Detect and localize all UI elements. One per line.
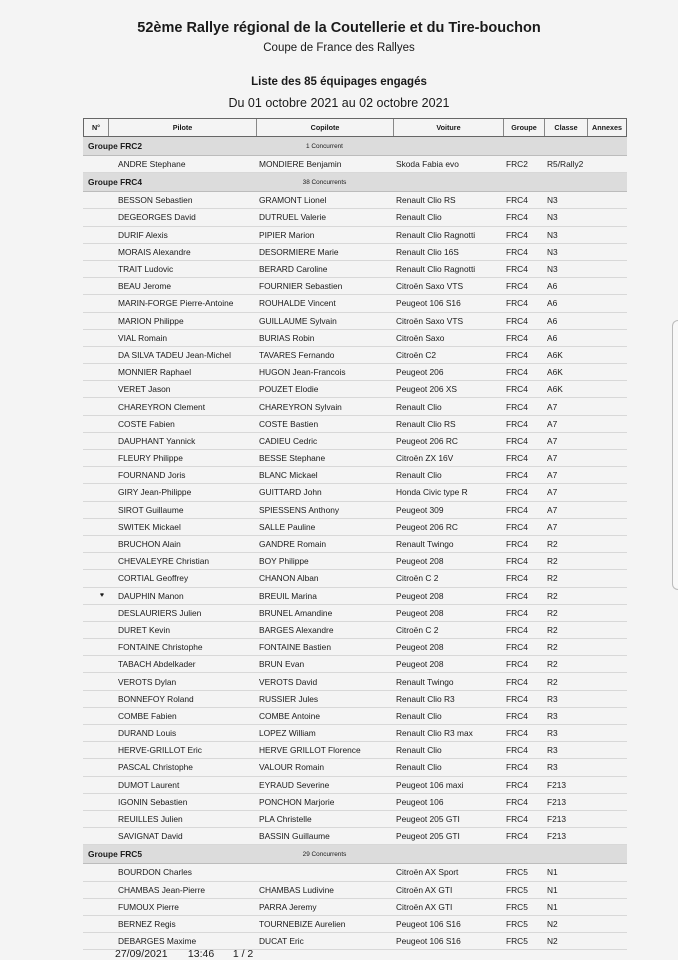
cell-voiture: Renault Clio Ragnotti — [396, 229, 476, 240]
cell-pilote: FUMOUX Pierre — [118, 901, 179, 912]
table-row — [83, 828, 627, 845]
table-row — [83, 484, 627, 501]
cell-pilote: TABACH Abdelkader — [118, 659, 196, 670]
cell-groupe: FRC4 — [506, 556, 528, 567]
cell-copilote: DESORMIERE Marie — [259, 246, 339, 257]
cell-groupe: FRC4 — [506, 332, 528, 343]
cell-copilote: BREUIL Marina — [259, 590, 317, 601]
cell-classe: A7 — [547, 504, 558, 515]
cell-groupe: FRC4 — [506, 195, 528, 206]
table-row — [83, 450, 627, 467]
table-row — [83, 313, 627, 330]
cell-classe: N1 — [547, 867, 558, 878]
cell-pilote: DURIF Alexis — [118, 229, 168, 240]
cell-classe: R3 — [547, 693, 558, 704]
cell-pilote: GIRY Jean-Philippe — [118, 487, 192, 498]
table-row — [83, 742, 627, 759]
table-row — [83, 536, 627, 553]
cell-copilote: BLANC Mickael — [259, 470, 318, 481]
cell-voiture: Citroën C2 — [396, 349, 437, 360]
cell-copilote: BERARD Caroline — [259, 264, 328, 275]
group-header — [83, 173, 627, 192]
cell-pilote: SAVIGNAT David — [118, 831, 183, 842]
cell-pilote: DAUPHIN Manon — [118, 590, 184, 601]
cell-voiture: Renault Clio R3 max — [396, 728, 473, 739]
cell-groupe: FRC4 — [506, 728, 528, 739]
table-row — [83, 570, 627, 587]
cell-voiture: Citroën AX Sport — [396, 867, 459, 878]
cell-groupe: FRC4 — [506, 762, 528, 773]
table-row — [83, 882, 627, 899]
table-row — [83, 673, 627, 690]
cell-voiture: Renault Clio R3 — [396, 693, 455, 704]
cell-pilote: VEROTS Dylan — [118, 676, 177, 687]
cell-pilote: BRUCHON Alain — [118, 539, 181, 550]
cell-classe: R3 — [547, 762, 558, 773]
entries-table — [83, 118, 627, 950]
cell-voiture: Peugeot 208 — [396, 642, 444, 653]
cell-voiture: Renault Twingo — [396, 676, 454, 687]
cell-groupe: FRC4 — [506, 693, 528, 704]
col-header-annexes: Annexes — [587, 119, 627, 136]
cell-voiture: Honda Civic type R — [396, 487, 468, 498]
cell-pilote: DEGEORGES David — [118, 212, 196, 223]
group-count: 1 Concurrent — [306, 142, 343, 150]
cell-classe: R2 — [547, 590, 558, 601]
cell-voiture: Renault Clio — [396, 745, 442, 756]
cell-copilote: VEROTS David — [259, 676, 318, 687]
cell-classe: A7 — [547, 487, 558, 498]
cell-copilote: VALOUR Romain — [259, 762, 325, 773]
page-number: 1 / 2 — [232, 948, 254, 960]
cell-voiture: Peugeot 106 maxi — [396, 779, 464, 790]
table-row — [83, 759, 627, 776]
cell-voiture: Renault Clio RS — [396, 418, 456, 429]
table-row — [83, 811, 627, 828]
cell-classe: R3 — [547, 745, 558, 756]
page-edge — [672, 320, 678, 590]
cell-voiture: Peugeot 206 RC — [396, 435, 458, 446]
cell-classe: N2 — [547, 918, 558, 929]
cell-groupe: FRC4 — [506, 573, 528, 584]
table-row — [83, 416, 627, 433]
cell-groupe: FRC4 — [506, 710, 528, 721]
cell-pilote: DEBARGES Maxime — [118, 936, 197, 947]
cell-classe: A7 — [547, 401, 558, 412]
cell-groupe: FRC4 — [506, 246, 528, 257]
cell-classe: A7 — [547, 470, 558, 481]
cell-classe: A6K — [547, 384, 563, 395]
cell-pilote: BONNEFOY Roland — [118, 693, 194, 704]
cell-groupe: FRC4 — [506, 298, 528, 309]
cell-voiture: Peugeot 106 — [396, 796, 444, 807]
cell-classe: R2 — [547, 556, 558, 567]
cell-classe: R2 — [547, 642, 558, 653]
table-row — [83, 916, 627, 933]
cell-voiture: Peugeot 106 S16 — [396, 298, 461, 309]
cell-copilote: GRAMONT Lionel — [259, 195, 327, 206]
cell-copilote: CADIEU Cedric — [259, 435, 318, 446]
cell-voiture: Citroën Saxo VTS — [396, 315, 464, 326]
cell-pilote: BERNEZ Regis — [118, 918, 176, 929]
cell-voiture: Peugeot 206 XS — [396, 384, 458, 395]
cell-voiture: Renault Clio — [396, 762, 442, 773]
cell-pilote: MARIN-FORGE Pierre-Antoine — [118, 298, 234, 309]
cell-classe: F213 — [547, 796, 567, 807]
group-count: 38 Concurrents — [302, 178, 347, 186]
event-dates: Du 01 octobre 2021 au 02 octobre 2021 — [228, 96, 450, 110]
cell-pilote: FONTAINE Christophe — [118, 642, 203, 653]
cell-pilote: BESSON Sebastien — [118, 195, 193, 206]
cell-groupe: FRC4 — [506, 453, 528, 464]
cell-groupe: FRC4 — [506, 779, 528, 790]
cell-copilote: CHANON Alban — [259, 573, 319, 584]
cell-pilote: DESLAURIERS Julien — [118, 607, 202, 618]
cell-classe: A6 — [547, 298, 558, 309]
cell-groupe: FRC4 — [506, 401, 528, 412]
table-row — [83, 553, 627, 570]
cell-pilote: VERET Jason — [118, 384, 171, 395]
table-row — [83, 261, 627, 278]
document-title: 52ème Rallye régional de la Coutellerie et du Tire-bouchon — [137, 20, 541, 36]
table-row — [83, 244, 627, 261]
cell-voiture: Peugeot 206 RC — [396, 521, 458, 532]
cell-groupe: FRC4 — [506, 814, 528, 825]
cell-classe: N3 — [547, 246, 558, 257]
cell-groupe: FRC5 — [506, 918, 528, 929]
table-row — [83, 691, 627, 708]
print-date: 27/09/2021 — [115, 948, 168, 960]
cell-groupe: FRC4 — [506, 831, 528, 842]
cell-copilote: DUTRUEL Valerie — [259, 212, 327, 223]
cell-voiture: Citroën AX GTI — [396, 884, 453, 895]
col-header-num: N° — [83, 119, 108, 136]
cell-pilote: FLEURY Philippe — [118, 453, 183, 464]
cell-groupe: FRC4 — [506, 590, 528, 601]
cell-classe: A7 — [547, 418, 558, 429]
cell-groupe: FRC5 — [506, 867, 528, 878]
cell-groupe: FRC4 — [506, 676, 528, 687]
cell-pilote: COSTE Fabien — [118, 418, 175, 429]
table-row — [83, 502, 627, 519]
cell-voiture: Peugeot 106 S16 — [396, 936, 461, 947]
table-row — [83, 519, 627, 536]
cell-classe: R3 — [547, 710, 558, 721]
cell-classe: A7 — [547, 521, 558, 532]
cell-voiture: Skoda Fabia evo — [396, 159, 459, 170]
cell-voiture: Renault Clio — [396, 710, 442, 721]
cell-pilote: CORTIAL Geoffrey — [118, 573, 189, 584]
cell-voiture: Peugeot 205 GTI — [396, 814, 460, 825]
cell-pilote: DURAND Louis — [118, 728, 177, 739]
cell-groupe: FRC5 — [506, 936, 528, 947]
cell-copilote: CHAREYRON Sylvain — [259, 401, 342, 412]
cell-copilote: HUGON Jean-Francois — [259, 367, 346, 378]
table-row — [83, 278, 627, 295]
cell-pilote: ANDRE Stephane — [118, 159, 186, 170]
cell-groupe: FRC4 — [506, 487, 528, 498]
cell-copilote: CHAMBAS Ludivine — [259, 884, 334, 895]
cell-copilote: SPIESSENS Anthony — [259, 504, 340, 515]
cell-copilote: BURIAS Robin — [259, 332, 315, 343]
cell-classe: R3 — [547, 728, 558, 739]
cell-groupe: FRC4 — [506, 745, 528, 756]
table-row — [83, 864, 627, 881]
cell-copilote: ROUHALDE Vincent — [259, 298, 336, 309]
table-row — [83, 398, 627, 415]
cell-groupe: FRC4 — [506, 607, 528, 618]
cell-voiture: Peugeot 208 — [396, 590, 444, 601]
cell-groupe: FRC4 — [506, 212, 528, 223]
cell-groupe: FRC4 — [506, 470, 528, 481]
cell-voiture: Citroën C 2 — [396, 624, 439, 635]
cell-pilote: CHAREYRON Clement — [118, 401, 206, 412]
table-row — [83, 364, 627, 381]
cell-copilote: COSTE Bastien — [259, 418, 319, 429]
cell-voiture: Peugeot 106 S16 — [396, 918, 461, 929]
table-row — [83, 588, 627, 605]
cell-pilote: DUMOT Laurent — [118, 779, 180, 790]
cell-classe: N1 — [547, 901, 558, 912]
cell-voiture: Renault Clio — [396, 401, 442, 412]
cell-groupe: FRC4 — [506, 315, 528, 326]
cell-voiture: Renault Clio — [396, 470, 442, 481]
cell-pilote: FOURNAND Joris — [118, 470, 186, 481]
cell-pilote: MARION Philippe — [118, 315, 184, 326]
cell-voiture: Renault Clio RS — [396, 195, 456, 206]
cell-pilote: SWITEK Mickael — [118, 521, 181, 532]
cell-pilote: COMBE Fabien — [118, 710, 177, 721]
cell-voiture: Renault Twingo — [396, 539, 454, 550]
cell-copilote: BASSIN Guillaume — [259, 831, 330, 842]
cell-copilote: MONDIERE Benjamin — [259, 159, 342, 170]
cell-pilote: MONNIER Raphael — [118, 367, 192, 378]
cell-groupe: FRC4 — [506, 435, 528, 446]
group-count: 29 Concurrents — [302, 850, 347, 858]
cell-classe: A6K — [547, 349, 563, 360]
cell-copilote: DUCAT Eric — [259, 936, 304, 947]
cell-classe: F213 — [547, 831, 567, 842]
col-header-pilote: Pilote — [108, 119, 256, 136]
cell-pilote: IGONIN Sebastien — [118, 796, 188, 807]
cell-copilote: BOY Philippe — [259, 556, 309, 567]
cell-voiture: Citroën ZX 16V — [396, 453, 454, 464]
cell-copilote: HERVE GRILLOT Florence — [259, 745, 361, 756]
cell-voiture: Peugeot 208 — [396, 556, 444, 567]
table-row — [83, 622, 627, 639]
table-row — [83, 381, 627, 398]
cell-voiture: Peugeot 208 — [396, 659, 444, 670]
cell-voiture: Citroën C 2 — [396, 573, 439, 584]
list-title: Liste des 85 équipages engagés — [251, 76, 427, 88]
cell-pilote: REUILLES Julien — [118, 814, 183, 825]
cell-voiture: Peugeot 206 — [396, 367, 444, 378]
cell-groupe: FRC4 — [506, 642, 528, 653]
cell-classe: N3 — [547, 195, 558, 206]
cell-classe: N3 — [547, 229, 558, 240]
cell-classe: R2 — [547, 573, 558, 584]
cell-copilote: FONTAINE Bastien — [259, 642, 331, 653]
cell-classe: N1 — [547, 884, 558, 895]
table-row — [83, 656, 627, 673]
table-row — [83, 347, 627, 364]
table-row — [83, 330, 627, 347]
cell-copilote: PIPIER Marion — [259, 229, 315, 240]
cell-classe: A6 — [547, 332, 558, 343]
cell-copilote: LOPEZ William — [259, 728, 316, 739]
document-subtitle: Coupe de France des Rallyes — [263, 42, 415, 54]
cell-voiture: Citroën Saxo VTS — [396, 281, 464, 292]
cell-pilote: BEAU Jerome — [118, 281, 172, 292]
group-header — [83, 137, 627, 156]
cell-copilote: PARRA Jeremy — [259, 901, 317, 912]
cell-groupe: FRC4 — [506, 384, 528, 395]
cell-classe: R5/Rally2 — [547, 159, 584, 170]
table-body — [83, 137, 627, 950]
table-row — [83, 725, 627, 742]
cell-copilote: GUITTARD John — [259, 487, 322, 498]
cell-groupe: FRC4 — [506, 281, 528, 292]
cell-classe: R2 — [547, 624, 558, 635]
cell-pilote: DAUPHANT Yannick — [118, 435, 196, 446]
page-footer — [115, 948, 253, 960]
cell-copilote: BRUNEL Amandine — [259, 607, 333, 618]
cell-copilote: BESSE Stephane — [259, 453, 326, 464]
group-name: Groupe FRC5 — [88, 849, 142, 860]
cell-copilote: RUSSIER Jules — [259, 693, 319, 704]
cell-classe: F213 — [547, 779, 567, 790]
cell-groupe: FRC5 — [506, 884, 528, 895]
table-row — [83, 639, 627, 656]
cell-classe: A6K — [547, 367, 563, 378]
cell-pilote: CHEVALEYRE Christian — [118, 556, 210, 567]
cell-classe: A7 — [547, 435, 558, 446]
table-row — [83, 295, 627, 312]
cell-pilote: SIROT Guillaume — [118, 504, 184, 515]
cell-copilote: PLA Christelle — [259, 814, 312, 825]
cell-pilote: VIAL Romain — [118, 332, 168, 343]
cell-copilote: TOURNEBIZE Aurelien — [259, 918, 346, 929]
cell-copilote: GUILLAUME Sylvain — [259, 315, 337, 326]
cell-classe: R2 — [547, 676, 558, 687]
cell-copilote: POUZET Elodie — [259, 384, 319, 395]
table-row — [83, 777, 627, 794]
group-name: Groupe FRC2 — [88, 141, 142, 151]
cell-groupe: FRC4 — [506, 349, 528, 360]
cell-groupe: FRC4 — [506, 539, 528, 550]
cell-voiture: Peugeot 208 — [396, 607, 444, 618]
cell-pilote: HERVE-GRILLOT Eric — [118, 745, 202, 756]
col-header-voiture: Voiture — [393, 119, 503, 136]
cell-groupe: FRC4 — [506, 624, 528, 635]
cell-copilote: GANDRE Romain — [259, 539, 327, 550]
group-name: Groupe FRC4 — [88, 177, 142, 188]
cell-pilote: MORAIS Alexandre — [118, 246, 191, 257]
cell-groupe: FRC2 — [506, 159, 528, 170]
group-header — [83, 845, 627, 864]
cell-groupe: FRC4 — [506, 796, 528, 807]
cell-pilote: DA SILVA TADEU Jean-Michel — [118, 349, 231, 360]
table-row — [83, 708, 627, 725]
cell-pilote: BOURDON Charles — [118, 867, 192, 878]
cell-pilote: DURET Kevin — [118, 624, 170, 635]
cell-pilote: PASCAL Christophe — [118, 762, 193, 773]
cell-classe: A7 — [547, 453, 558, 464]
cell-voiture: Renault Clio — [396, 212, 442, 223]
cell-classe: N3 — [547, 212, 558, 223]
table-row — [83, 156, 627, 173]
table-row — [83, 192, 627, 209]
table-row — [83, 433, 627, 450]
cell-groupe: FRC4 — [506, 264, 528, 275]
col-header-classe: Classe — [544, 119, 587, 136]
table-row — [83, 227, 627, 244]
cell-groupe: FRC4 — [506, 367, 528, 378]
table-row — [83, 605, 627, 622]
cell-voiture: Citroën Saxo — [396, 332, 445, 343]
cell-classe: N3 — [547, 264, 558, 275]
cell-voiture: Peugeot 309 — [396, 504, 444, 515]
col-header-groupe: Groupe — [503, 119, 544, 136]
print-time: 13:46 — [187, 948, 215, 960]
cell-copilote: BARGES Alexandre — [259, 624, 334, 635]
cell-copilote: EYRAUD Severine — [259, 779, 330, 790]
cell-groupe: FRC4 — [506, 504, 528, 515]
table-row — [83, 209, 627, 226]
cell-groupe: FRC4 — [506, 521, 528, 532]
cell-copilote: BRUN Evan — [259, 659, 305, 670]
cell-groupe: FRC4 — [506, 659, 528, 670]
cell-classe: A6 — [547, 315, 558, 326]
cell-classe: A6 — [547, 281, 558, 292]
cell-copilote: SALLE Pauline — [259, 521, 316, 532]
cell-classe: R2 — [547, 607, 558, 618]
cell-groupe: FRC5 — [506, 901, 528, 912]
cell-copilote: TAVARES Fernando — [259, 349, 335, 360]
cell-classe: R2 — [547, 659, 558, 670]
cell-copilote: FOURNIER Sebastien — [259, 281, 343, 292]
cell-groupe: FRC4 — [506, 229, 528, 240]
cell-num: ♥ — [99, 592, 104, 600]
table-row — [83, 794, 627, 811]
cell-voiture: Renault Clio 16S — [396, 246, 459, 257]
cell-classe: R2 — [547, 539, 558, 550]
cell-voiture: Citroën AX GTI — [396, 901, 453, 912]
cell-classe: F213 — [547, 814, 567, 825]
cell-voiture: Renault Clio Ragnotti — [396, 264, 476, 275]
cell-voiture: Peugeot 205 GTI — [396, 831, 460, 842]
cell-classe: N2 — [547, 936, 558, 947]
cell-pilote: CHAMBAS Jean-Pierre — [118, 884, 206, 895]
col-header-copilote: Copilote — [256, 119, 393, 136]
table-header — [83, 118, 627, 137]
cell-groupe: FRC4 — [506, 418, 528, 429]
table-row — [83, 899, 627, 916]
table-row — [83, 467, 627, 484]
cell-copilote: PONCHON Marjorie — [259, 796, 335, 807]
cell-pilote: TRAIT Ludovic — [118, 264, 174, 275]
cell-copilote: COMBE Antoine — [259, 710, 320, 721]
